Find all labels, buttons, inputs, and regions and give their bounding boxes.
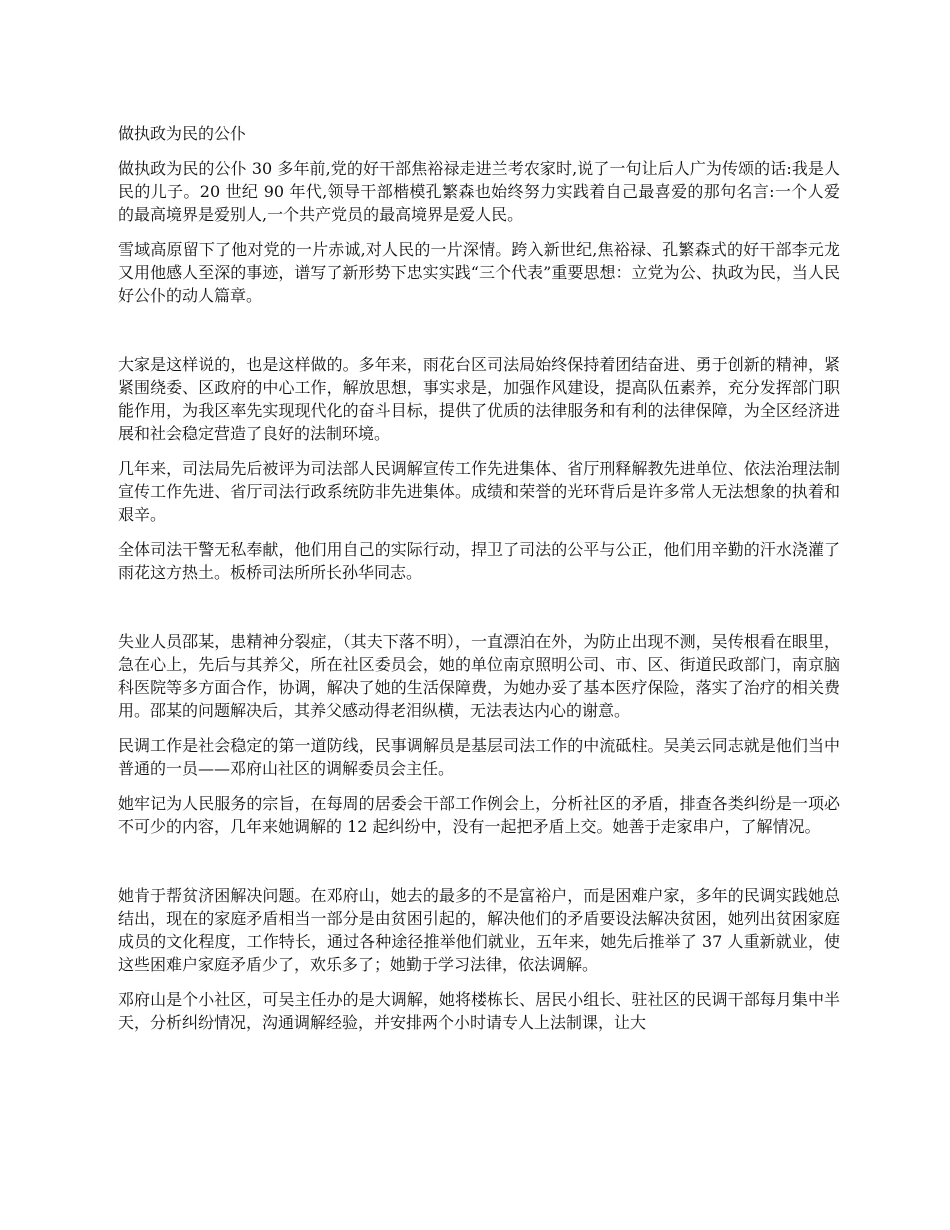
paragraph: 她牢记为人民服务的宗旨，在每周的居委会干部工作例会上，分析社区的矛盾，排查各类纠纷是一项必不可少的内容，几年来她调解的 12 起纠纷中，没有一起把矛盾上交。她善于走家串户，了解情况。 (118, 794, 840, 836)
section-gap (118, 850, 840, 884)
document-page (118, 122, 840, 1046)
paragraph: 失业人员邵某，患精神分裂症，（其夫下落不明），一直漂泊在外，为防止出现不测，吴传根看在眼里，急在心上，先后与其养父，所在社区委员会，她的单位南京照明公司、市、区、街道民政部门，南京脑科医院等多方面合作，协调，解决了她的生活保障费，为她办妥了基本医疗保险，落实了治疗的相关费用。邵某的问题解决后，其养父感动得老泪纵横，无法表达内心的谢意。 (118, 632, 840, 720)
section-gap (118, 596, 840, 630)
paragraph: 雪域高原留下了他对党的一片赤诚,对人民的一片深情。跨入新世纪,焦裕禄、孔繁森式的好干部李元龙又用他感人至深的事迹，谱写了新形势下忠实实践“三个代表”重要思想：立党为公、执政为民，当人民好公仆的动人篇章。 (118, 240, 840, 305)
paragraph: 做执政为民的公仆 30 多年前,党的好干部焦裕禄走进兰考农家时,说了一句让后人广为传颂的话:我是人民的儿子。20 世纪 90 年代,领导干部楷模孔繁森也始终努力实践着自己最喜爱的那句名言:一个人爱的最高境界是爱别人,一个共产党员的最高境界是爱人民。 (118, 159, 840, 224)
document-title: 做执政为民的公仆 (118, 124, 247, 143)
section-gap (118, 319, 840, 353)
paragraph: 几年来，司法局先后被评为司法部人民调解宣传工作先进集体、省厅刑释解教先进单位、依法治理法制宣传工作先进、省厅司法行政系统防非先进集体。成绩和荣誉的光环背后是许多常人无法想象的执着和艰辛。 (118, 459, 840, 524)
paragraph: 她肯于帮贫济困解决问题。在邓府山，她去的最多的不是富裕户，而是困难户家，多年的民调实践她总结出，现在的家庭矛盾相当一部分是由贫困引起的，解决他们的矛盾要设法解决贫困，她列出贫困家庭成员的文化程度，工作特长，通过各种途径推举他们就业，五年来，她先后推举了 37 人重新就业，使这些困难户家庭矛盾少了，欢乐多了；她勤于学习法律，依法调解。 (118, 886, 840, 974)
paragraph: 民调工作是社会稳定的第一道防线，民事调解员是基层司法工作的中流砥柱。吴美云同志就是他们当中普通的一员——邓府山社区的调解委员会主任。 (118, 736, 840, 778)
paragraph: 大家是这样说的，也是这样做的。多年来，雨花台区司法局始终保持着团结奋进、勇于创新的精神，紧紧围绕委、区政府的中心工作，解放思想，事实求是，加强作风建设，提高队伍素养，充分发挥部门职能作用，为我区率先实现现代化的奋斗目标，提供了优质的法律服务和有利的法律保障，为全区经济进展和社会稳定营造了良好的法制环境。 (118, 355, 840, 443)
paragraph: 全体司法干警无私奉献，他们用自己的实际行动，捍卫了司法的公平与公正，他们用辛勤的汗水浇灌了雨花这方热土。板桥司法所所长孙华同志。 (118, 540, 840, 582)
paragraph: 邓府山是个小社区，可吴主任办的是大调解，她将楼栋长、居民小组长、驻社区的民调干部每月集中半天，分析纠纷情况，沟通调解经验，并安排两个小时请专人上法制课，让大 (118, 990, 840, 1032)
